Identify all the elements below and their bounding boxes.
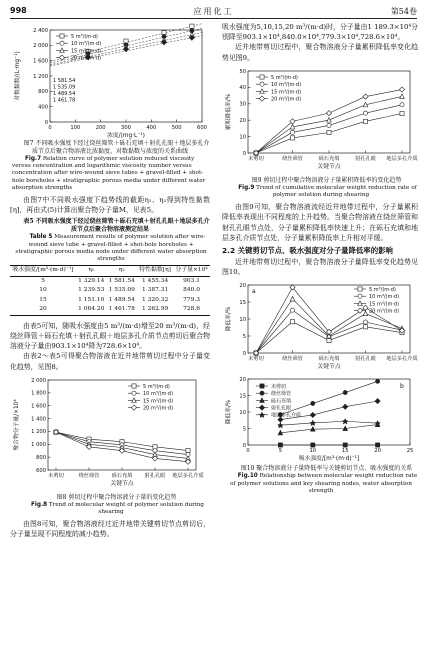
table-5-title-cn: 表5 不同吸水强度下经过绕丝筛管＋砾石充填＋射孔孔眼＋地层多孔介质节点后聚合物溶液测定结果 <box>23 218 210 234</box>
y-tick-label: 15 <box>239 393 246 400</box>
x-axis-label: 关键节点 <box>317 364 341 371</box>
data-point <box>327 130 331 134</box>
page-header <box>10 6 417 19</box>
table-row <box>10 296 210 306</box>
figure-7-caption-en <box>10 156 210 192</box>
data-point <box>327 117 332 122</box>
y-tick-label: 5 <box>242 426 246 433</box>
data-point <box>310 421 315 426</box>
data-point <box>290 130 294 134</box>
y-tick-label: 2 000 <box>31 377 46 384</box>
intercept-label: 1 461.78 <box>53 97 76 104</box>
figure-9-caption-en-text: Trend of cumulative molecular weight reduction rate of polymer solution during shearing <box>256 184 417 199</box>
data-point <box>290 320 294 324</box>
x-tick-label: 绕丝筛管 <box>282 155 303 162</box>
legend-marker <box>260 82 264 86</box>
legend-label: 20 m³/(m·d) <box>271 96 302 103</box>
table-header-cell: η₂ <box>107 266 138 277</box>
y-tick-label: 40 <box>239 85 246 92</box>
figure-9-caption-en <box>222 185 418 199</box>
table-cell: 5 <box>41 277 45 284</box>
data-point <box>376 380 380 384</box>
table-cell: 20 <box>10 305 76 315</box>
y-tick-label: 2 000 <box>33 43 48 50</box>
x-axis-label: 浓度/(mg·L⁻¹) <box>107 133 145 139</box>
legend-label: 射孔孔眼 <box>271 405 292 412</box>
data-point <box>290 297 295 302</box>
y-tick-label: 1 000 <box>31 441 46 448</box>
section-heading-2-2: 2.2 关键剪切节点、吸水强度对分子量降低率的影响 <box>222 246 393 256</box>
y-tick-label: 50 <box>239 68 246 75</box>
data-point <box>290 308 294 312</box>
data-point <box>343 419 348 424</box>
y-tick-label: 20 <box>239 117 246 124</box>
figure-7-chart <box>10 22 210 140</box>
table-cell: 1 320.32 <box>141 296 169 303</box>
data-point <box>310 413 315 418</box>
table-cell: 15 <box>39 296 47 303</box>
legend-label: 5 m³/(m·d) <box>71 33 98 40</box>
legend-label: 10 m³/(m·d) <box>271 81 302 88</box>
x-tick-label: 砾石充填 <box>111 472 133 479</box>
data-point <box>290 136 294 140</box>
data-point <box>363 94 368 99</box>
table-row <box>10 305 210 315</box>
x-axis-label: 关键节点 <box>110 480 134 487</box>
figure-8-chart <box>10 374 210 494</box>
paragraph-right-2: 近井地带剪切过程中，聚合物溶液分子量累积降低率变化趋势见图9。 <box>222 43 418 62</box>
x-tick-label: 5 <box>278 448 283 455</box>
table-cell: 1 387.31 <box>141 287 169 294</box>
volume-number: 第54卷 <box>390 7 417 16</box>
table-cell: 779.3 <box>183 296 200 303</box>
x-tick-label: 绕丝筛管 <box>282 356 303 363</box>
legend-marker <box>260 75 264 79</box>
data-point <box>311 443 315 447</box>
x-tick-label: 砾石充填 <box>318 356 340 363</box>
data-point <box>363 325 367 329</box>
paragraph-right-1: 吸水强度为5,10,15,20 m³/(m·d)时，分子量由1 189.3×10⁴分别降至903.1×10⁴,840.0×10⁴,779.3×10⁴,728.6×10⁴。 <box>222 23 418 42</box>
journal-name: 应用化工 <box>193 7 234 16</box>
table-5-grid <box>10 265 210 316</box>
legend-marker <box>60 41 64 45</box>
data-point <box>363 119 367 123</box>
table-5-label: Table 5 <box>29 234 53 241</box>
legend-label: 15 m³/(m·d) <box>369 301 400 308</box>
intercept-label: 1 581.54 <box>53 78 76 84</box>
right-column <box>222 22 418 495</box>
y-axis-label: 累积降低率/% <box>226 93 232 131</box>
legend-label: 5 m³/(m·d) <box>271 74 298 81</box>
y-tick-label: 10 <box>239 134 246 141</box>
legend-label: 10 m³/(m·d) <box>71 41 102 48</box>
legend-label: 20 m³/(m·d) <box>71 55 102 62</box>
data-point <box>363 320 367 324</box>
series-line <box>280 425 377 433</box>
legend-label: 10 m³/(m·d) <box>369 294 400 301</box>
table-5-title-en-text: Measurement results of polymer solution after wire-wound sieve tube + gravel-filled + shot-hole boreholes + stratigraphic porous media node under different water absorption strengths <box>15 234 207 263</box>
legend-marker <box>132 391 136 395</box>
data-point <box>278 423 283 428</box>
table-header-cell: η₁ <box>76 266 107 277</box>
data-point <box>363 311 368 316</box>
legend-marker <box>358 295 362 299</box>
x-tick-label: 地层多孔介质 <box>386 356 418 363</box>
table-cell: 1 461.78 <box>107 305 138 315</box>
data-point <box>400 94 405 99</box>
x-tick-label: 300 <box>121 125 131 131</box>
x-tick-label: 射孔孔眼 <box>355 356 376 363</box>
data-point <box>311 402 315 406</box>
x-tick-label: 20 <box>374 448 381 455</box>
y-tick-label: 400 <box>38 104 48 111</box>
y-tick-label: 30 <box>239 101 246 108</box>
x-tick-label: 绕丝筛管 <box>78 472 100 479</box>
figure-8-caption-cn: 图8 剪切过程中聚合物溶液分子量的变化趋势 <box>56 493 177 501</box>
table-cell: 903.1 <box>183 277 200 284</box>
series-line <box>280 422 377 426</box>
figure-7-caption-en-text: Relation curve of polymer solution reduced viscosity versus concentration and logarithmic viscosity number versus concentration after wire-wound sieve tubes + gravel-filled + shot-hole boreholes + stratigraphic porous media under different water absorption strengths <box>12 156 206 191</box>
x-tick-label: 射孔孔眼 <box>355 155 376 162</box>
legend-marker <box>59 55 64 60</box>
y-tick-label: 1 600 <box>33 58 48 65</box>
table-cell: 1 581.54 <box>108 277 135 284</box>
figure-8 <box>10 374 210 516</box>
y-tick-label: 2 400 <box>33 27 48 34</box>
table-cell: 1 151.10 <box>78 296 105 303</box>
table-cell: 1 489.54 <box>108 296 135 303</box>
intercept-label: 1 489.54 <box>53 91 76 97</box>
y-tick-label: 800 <box>36 454 46 461</box>
y-tick-label: 0 <box>242 443 246 450</box>
y-tick-label: 5 <box>242 334 246 341</box>
data-point <box>278 443 282 447</box>
data-point <box>343 405 348 410</box>
data-point <box>375 399 380 404</box>
legend-label: 15 m³/(m·d) <box>71 48 102 55</box>
table-cell: 728.6 <box>173 305 210 315</box>
paragraph-left-3: 由表2～表5可得聚合物溶液在近井地带剪切过程中分子量变化趋势，见图8。 <box>10 352 210 371</box>
figure-8-label: Fig.8 <box>31 501 48 508</box>
x-tick-label: 未剪切 <box>48 472 64 479</box>
data-point <box>190 24 194 28</box>
y-tick-label: 0 <box>44 119 48 126</box>
legend-marker <box>259 405 264 410</box>
data-point <box>343 443 347 447</box>
figure-10-caption-cn: 图10 聚合物溶液分子量降低率与关键剪切节点、吸水强度的关系 <box>240 465 413 473</box>
legend-label: 10 m³/(m·d) <box>143 390 174 397</box>
table-cell: 1 262.99 <box>137 305 173 315</box>
x-axis-label: 关键节点 <box>317 163 341 170</box>
table-header-cell: 分子量×10⁴ <box>173 266 210 277</box>
y-tick-label: 0 <box>242 150 246 157</box>
legend-marker <box>60 34 64 38</box>
legend-marker <box>260 384 264 388</box>
paragraph-left-1: 由图7中不同吸水强度下趋势线的截距η₁、η₂得到特性黏数[η]，再由式(5)计算出聚合物分子量M，见表5。 <box>10 196 210 215</box>
figure-10-caption-en-text: Relationship between molecular weight reduction rate of polymer solutions and key shearing nodes, water absorption strength <box>230 473 418 494</box>
y-axis-label: 聚合物分子量/×10⁴ <box>14 399 20 451</box>
legend-marker <box>132 384 136 388</box>
table-header-cell: 特性黏数[η] <box>137 266 173 277</box>
paragraph-left-4: 由图8可知，聚合物溶液经过近井地带关键剪切节点剪切后，分子量呈现不同程度的减小趋势。 <box>10 520 210 539</box>
y-tick-label: 15 <box>239 300 246 307</box>
legend-label: 绕丝筛管 <box>271 391 292 398</box>
x-tick-label: 15 <box>341 448 349 455</box>
y-tick-label: 10 <box>239 317 246 324</box>
table-cell: 1 064.20 <box>76 305 107 315</box>
data-point <box>400 102 404 106</box>
x-tick-label: 200 <box>95 125 106 131</box>
x-tick-label: 10 <box>309 448 317 455</box>
x-tick-label: 未剪切 <box>248 155 264 162</box>
y-tick-label: 800 <box>38 89 48 96</box>
intercept-label: 1 535.09 <box>53 84 76 91</box>
table-cell: 1 535.09 <box>108 287 135 294</box>
figure-9-chart <box>222 65 418 177</box>
panel-label-a: a <box>252 288 256 296</box>
series-line <box>280 382 377 415</box>
data-point <box>363 306 368 311</box>
x-tick-label: 地层多孔介质 <box>386 155 418 162</box>
figure-8-caption-en <box>10 502 210 516</box>
figure-10a-chart <box>222 279 418 375</box>
legend-label: 20 m³/(m·d) <box>143 405 174 412</box>
data-point <box>376 443 380 447</box>
figure-10-caption-en <box>222 473 418 495</box>
figure-10 <box>222 279 418 495</box>
table-cell: 1 239.53 <box>78 287 105 294</box>
data-point <box>399 87 404 92</box>
x-tick-label: 25 <box>406 448 414 455</box>
paragraph-right-4: 近井地带剪切过程中，聚合物溶液分子量降低率变化趋势见图10。 <box>222 258 418 277</box>
legend-label: 地层多孔介质 <box>271 413 302 420</box>
left-column <box>10 22 210 540</box>
table-cell: 1 329.14 <box>78 277 105 284</box>
table-cell: 1 455.34 <box>141 277 169 284</box>
data-point <box>327 123 331 127</box>
y-tick-label: 1 200 <box>33 73 48 80</box>
y-tick-label: 1 200 <box>31 428 46 435</box>
x-tick-label: 0 <box>246 448 250 455</box>
x-tick-label: 0 <box>48 125 52 131</box>
figure-9-label: Fig.9 <box>238 184 255 191</box>
x-tick-label: 地层多孔介质 <box>172 472 204 479</box>
panel-label-b: b <box>400 383 404 391</box>
table-row <box>10 286 210 296</box>
x-tick-label: 未剪切 <box>248 356 264 363</box>
figure-9 <box>222 65 418 199</box>
x-axis-label: 吸水强度/[m³·(m·d)⁻¹] <box>298 456 360 463</box>
x-tick-label: 400 <box>146 125 157 131</box>
legend-marker <box>358 287 362 291</box>
table-5-title-en <box>10 234 210 263</box>
paragraph-left-2: 由表5可知，随吸水强度由5 m³/(m·d)增至20 m³/(m·d)，经绕丝筛管＋砾石充填＋射孔孔眼＋地层多孔介质节点剪切后聚合物溶液分子量由903.1×10⁴降为728.6×10⁴。 <box>10 321 210 351</box>
table-cell: 840.0 <box>183 287 200 294</box>
table-row <box>10 276 210 286</box>
y-tick-label: 20 <box>239 283 246 290</box>
legend-label: 15 m³/(m·d) <box>271 89 302 96</box>
x-tick-label: 砾石充填 <box>318 155 340 162</box>
legend-label: 未剪切 <box>271 384 287 391</box>
x-tick-label: 100 <box>70 125 81 131</box>
legend-label: 20 m³/(m·d) <box>369 308 400 315</box>
legend-label: 5 m³/(m·d) <box>369 287 396 294</box>
x-tick-label: 射孔孔眼 <box>144 472 166 479</box>
legend-marker <box>259 413 264 418</box>
figure-7-label: Fig.7 <box>25 156 42 162</box>
legend-label: 15 m³/(m·d) <box>143 398 174 405</box>
figure-10-label: Fig.10 <box>237 473 258 480</box>
data-point <box>326 110 331 115</box>
page-number: 998 <box>10 6 27 15</box>
y-tick-label: 1 400 <box>31 416 46 423</box>
paragraph-right-3: 由图9可知，聚合物溶液流经近井地带过程中，分子量累积降低率表现出不同程度的上升趋势。当聚合物溶液在绕丝筛管和射孔孔眼节点处，分子量累积降低率快速上升；在砾石充填和地层多孔介质节点处，分子量累积降低率上升相对平缓。 <box>222 203 418 242</box>
y-tick-label: 10 <box>239 410 246 417</box>
legend-label: 5 m³/(m·d) <box>143 383 170 390</box>
y-tick-label: 0 <box>242 351 246 358</box>
figure-8-caption-en-text: Trend of molecular weight of polymer solution during shearing <box>48 501 204 515</box>
y-axis-label: 对数黏数/(L·mg⁻¹) <box>15 51 21 101</box>
x-tick-label: 500 <box>171 125 182 131</box>
table-5 <box>10 218 210 315</box>
figure-7 <box>10 22 210 192</box>
legend-marker <box>131 405 136 410</box>
legend-label: 砾石充填 <box>271 398 292 405</box>
figure-9-caption-cn: 图9 剪切过程中聚合物溶液分子量累积降低率的变化趋势 <box>251 176 402 184</box>
figure-7-caption-cn: 图7 不同吸水强度下经过绕丝筛管＋砾石充填＋射孔孔眼＋地层多孔介质节点后聚合物溶液比浓黏度、对数黏数与浓度的关系曲线 <box>23 140 210 155</box>
table-cell: 10 <box>39 287 47 294</box>
data-point <box>400 111 404 115</box>
data-point <box>186 448 190 452</box>
y-tick-label: 20 <box>239 377 246 384</box>
x-tick-label: 600 <box>197 125 207 131</box>
y-axis-label: 降低率/% <box>226 307 232 332</box>
y-tick-label: 600 <box>36 467 46 474</box>
legend-marker <box>259 96 264 101</box>
y-tick-label: 1 800 <box>31 390 46 397</box>
legend-marker <box>260 392 264 396</box>
figure-10b-chart <box>222 375 418 465</box>
y-axis-label: 降低率/% <box>226 400 232 425</box>
y-tick-label: 1 600 <box>31 403 46 410</box>
data-point <box>123 47 128 52</box>
data-point <box>363 111 367 115</box>
data-point <box>343 391 347 395</box>
table-header-cell: 吸水强度/[m³·(m·d)⁻¹] <box>10 266 76 277</box>
